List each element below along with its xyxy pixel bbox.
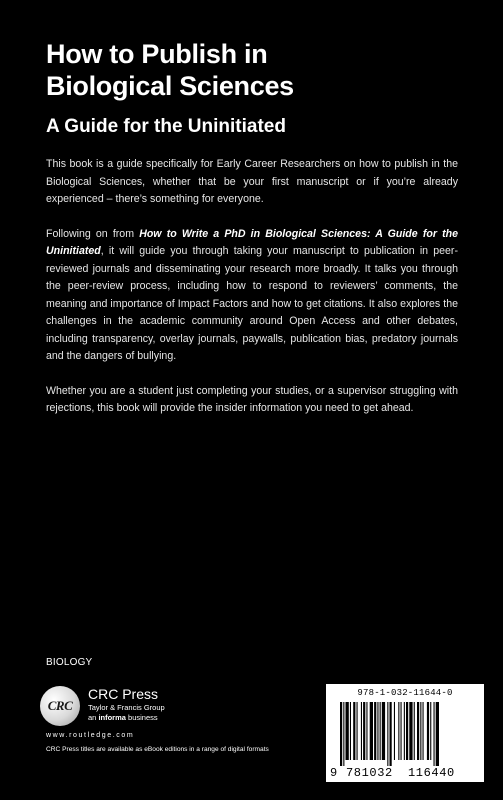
barcode-bar <box>423 702 424 760</box>
publisher-website: www.routledge.com <box>46 732 135 739</box>
barcode-bar <box>387 702 388 766</box>
barcode-bar <box>340 702 342 766</box>
blurb-p2-previous-title: How to Write a PhD in Biological Sciences: A Guide for the Uninitiated <box>46 227 458 257</box>
barcode-bar <box>374 702 376 760</box>
barcode-digit-group-1: 781032 <box>346 766 393 780</box>
subject-category: BIOLOGY <box>46 657 93 668</box>
blurb-paragraph-1: This book is a guide specifically for Early Career Researchers on how to publish in the Biological Sciences, whether that be your first manuscript or if you’re already experienced – there’s something for everyone. <box>46 158 458 205</box>
barcode-bar <box>357 702 358 760</box>
barcode-bar <box>404 702 405 760</box>
blurb-paragraph-3: Whether you are a student just completing your studies, or a supervisor struggling with rejections, this book will provide the insider information you need to get ahead. <box>46 384 458 414</box>
barcode-bar <box>398 702 399 760</box>
book-title-line-1: How to Publish in <box>46 39 268 69</box>
publisher-name: CRC Press <box>88 686 159 702</box>
barcode-digit-group-2: 116440 <box>408 766 455 780</box>
barcode-first-digit: 9 <box>330 766 338 780</box>
barcode-bar <box>366 702 367 760</box>
crc-logo-mark: CRC <box>47 698 73 713</box>
business-prefix: an <box>88 713 99 722</box>
business-brand: informa <box>98 713 126 722</box>
barcode-bar <box>361 702 362 760</box>
barcode-bar <box>436 702 439 766</box>
book-title <box>46 38 466 102</box>
barcode-bar <box>409 702 412 760</box>
barcode-bar <box>434 702 435 766</box>
blurb-p2-body: , it will guide you through taking your manuscript to publication in peer-reviewed journals and disseminating your research more broadly. It talks you through the peer-review process, including how to respond to reviewers’ comments, the meaning and importance of Impact Factors and how to get citations. It also explores the challenges in the academic community around Open Access and other debates, including transparency, overlay journals, paywalls, publication bias, predatory journals and the dangers of bullying. <box>46 245 458 362</box>
ebook-note: CRC Press titles are available as eBook editions in a range of digital formats <box>46 746 269 753</box>
barcode-bars-icon <box>340 702 474 766</box>
barcode-bar <box>346 702 349 760</box>
barcode-bar <box>417 702 419 760</box>
barcode-bar <box>350 702 351 760</box>
business-suffix: business <box>125 713 158 722</box>
barcode-bar <box>430 702 431 760</box>
barcode-bar <box>343 702 344 766</box>
barcode-bar <box>394 702 395 760</box>
book-blurb <box>46 156 458 435</box>
barcode-bar <box>382 702 385 760</box>
crc-logo-icon <box>40 686 80 726</box>
barcode-bar <box>390 702 392 766</box>
barcode-bar <box>420 702 421 760</box>
publisher-block <box>40 686 240 736</box>
barcode-bar <box>401 702 402 760</box>
barcode-bar <box>427 702 429 760</box>
isbn-number: 978-1-032-11644-0 <box>357 688 453 698</box>
blurb-p2-lead: Following on from <box>46 227 140 240</box>
barcode-bar <box>414 702 415 760</box>
barcode-bar <box>353 702 355 760</box>
blurb-paragraph-2 <box>46 226 458 366</box>
barcode-bar <box>380 702 381 760</box>
barcode-bar <box>363 702 365 760</box>
book-subtitle: A Guide for the Uninitiated <box>46 116 286 137</box>
barcode-bar <box>370 702 373 760</box>
isbn-barcode <box>326 684 484 782</box>
barcode-bar <box>406 702 408 760</box>
publisher-group: Taylor & Francis Group <box>88 703 165 712</box>
barcode-bar <box>377 702 378 760</box>
book-title-line-2: Biological Sciences <box>46 71 294 101</box>
publisher-business <box>88 713 158 723</box>
